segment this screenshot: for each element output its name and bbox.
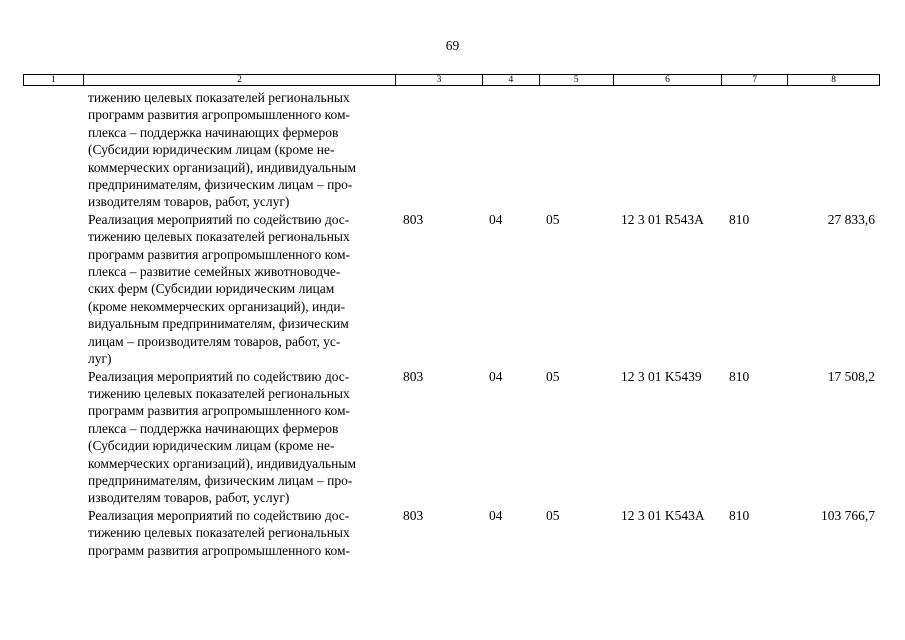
description-line: коммерческих организаций), индивидуальным — [88, 455, 357, 471]
description-line: тижению целевых показателей региональных — [88, 385, 350, 401]
table-header — [23, 74, 880, 86]
row-description — [88, 507, 394, 559]
cell-amount: 27 833,6 — [827, 211, 875, 227]
cell-target-article: 12 3 01 R543A — [621, 211, 704, 227]
description-line: луг) — [88, 351, 112, 367]
header-col-8: 8 — [831, 75, 836, 85]
header-col-3: 3 — [396, 75, 483, 85]
cell-department-code: 803 — [403, 368, 424, 384]
table-body — [0, 89, 905, 559]
description-line: видуальным предпринимателям, физическим — [88, 316, 349, 332]
description-line: лицам – производителям товаров, работ, ус- — [88, 333, 341, 349]
table-row — [0, 368, 905, 507]
cell-section: 04 — [489, 211, 503, 227]
header-col-6: 6 — [614, 75, 723, 85]
description-line: тижению целевых показателей региональных — [88, 229, 350, 245]
cell-department-code: 803 — [403, 211, 424, 227]
cell-amount: 103 766,7 — [821, 507, 875, 523]
row-description — [88, 211, 394, 368]
cell-section: 04 — [489, 507, 503, 523]
description-line: плекса – поддержка начинающих фермеров — [88, 124, 339, 140]
description-line: предпринимателям, физическим лицам – про- — [88, 177, 353, 193]
description-line: программ развития агропромышленного ком- — [88, 403, 351, 419]
description-line: тижению целевых показателей региональных — [88, 90, 350, 105]
cell-target-article: 12 3 01 K543A — [621, 507, 705, 523]
cell-expense-type: 810 — [729, 368, 750, 384]
cell-expense-type: 810 — [729, 211, 750, 227]
description-line: изводителям товаров, работ, услуг) — [88, 194, 290, 210]
row-description — [88, 89, 394, 211]
table-row — [0, 211, 905, 368]
cell-expense-type: 810 — [729, 507, 750, 523]
description-line: программ развития агропромышленного ком- — [88, 542, 351, 558]
description-line: ских ферм (Субсидии юридическим лицам — [88, 281, 335, 297]
description-line: (кроме некоммерческих организаций), инди- — [88, 298, 346, 314]
page-number: 69 — [445, 38, 460, 53]
description-line: (Субсидии юридическим лицам (кроме не- — [88, 142, 335, 158]
description-line: плекса – развитие семейных животноводче- — [88, 264, 341, 280]
cell-section: 04 — [489, 368, 503, 384]
description-line: программ развития агропромышленного ком- — [88, 246, 351, 262]
description-line: изводителям товаров, работ, услуг) — [88, 490, 290, 506]
cell-subsection: 05 — [546, 211, 560, 227]
description-line: Реализация мероприятий по содействию дос- — [88, 211, 350, 227]
description-line: коммерческих организаций), индивидуальным — [88, 159, 357, 175]
cell-target-article: 12 3 01 K5439 — [621, 368, 702, 384]
description-line: Реализация мероприятий по содействию дос- — [88, 368, 350, 384]
header-col-2: 2 — [84, 75, 396, 85]
description-line: (Субсидии юридическим лицам (кроме не- — [88, 438, 335, 454]
header-col-1: 1 — [24, 75, 84, 85]
description-line: программ развития агропромышленного ком- — [88, 107, 351, 123]
table-row — [0, 89, 905, 211]
table-row — [0, 507, 905, 559]
cell-department-code: 803 — [403, 507, 424, 523]
row-description — [88, 368, 394, 507]
description-line: предпринимателям, физическим лицам – про- — [88, 472, 353, 488]
description-line: плекса – поддержка начинающих фермеров — [88, 420, 339, 436]
cell-subsection: 05 — [546, 507, 560, 523]
header-col-4: 4 — [483, 75, 540, 85]
description-line: Реализация мероприятий по содействию дос- — [88, 507, 350, 523]
cell-amount: 17 508,2 — [827, 368, 875, 384]
description-line: тижению целевых показателей региональных — [88, 525, 350, 541]
header-col-5: 5 — [540, 75, 614, 85]
header-col-7: 7 — [722, 75, 788, 85]
cell-subsection: 05 — [546, 368, 560, 384]
